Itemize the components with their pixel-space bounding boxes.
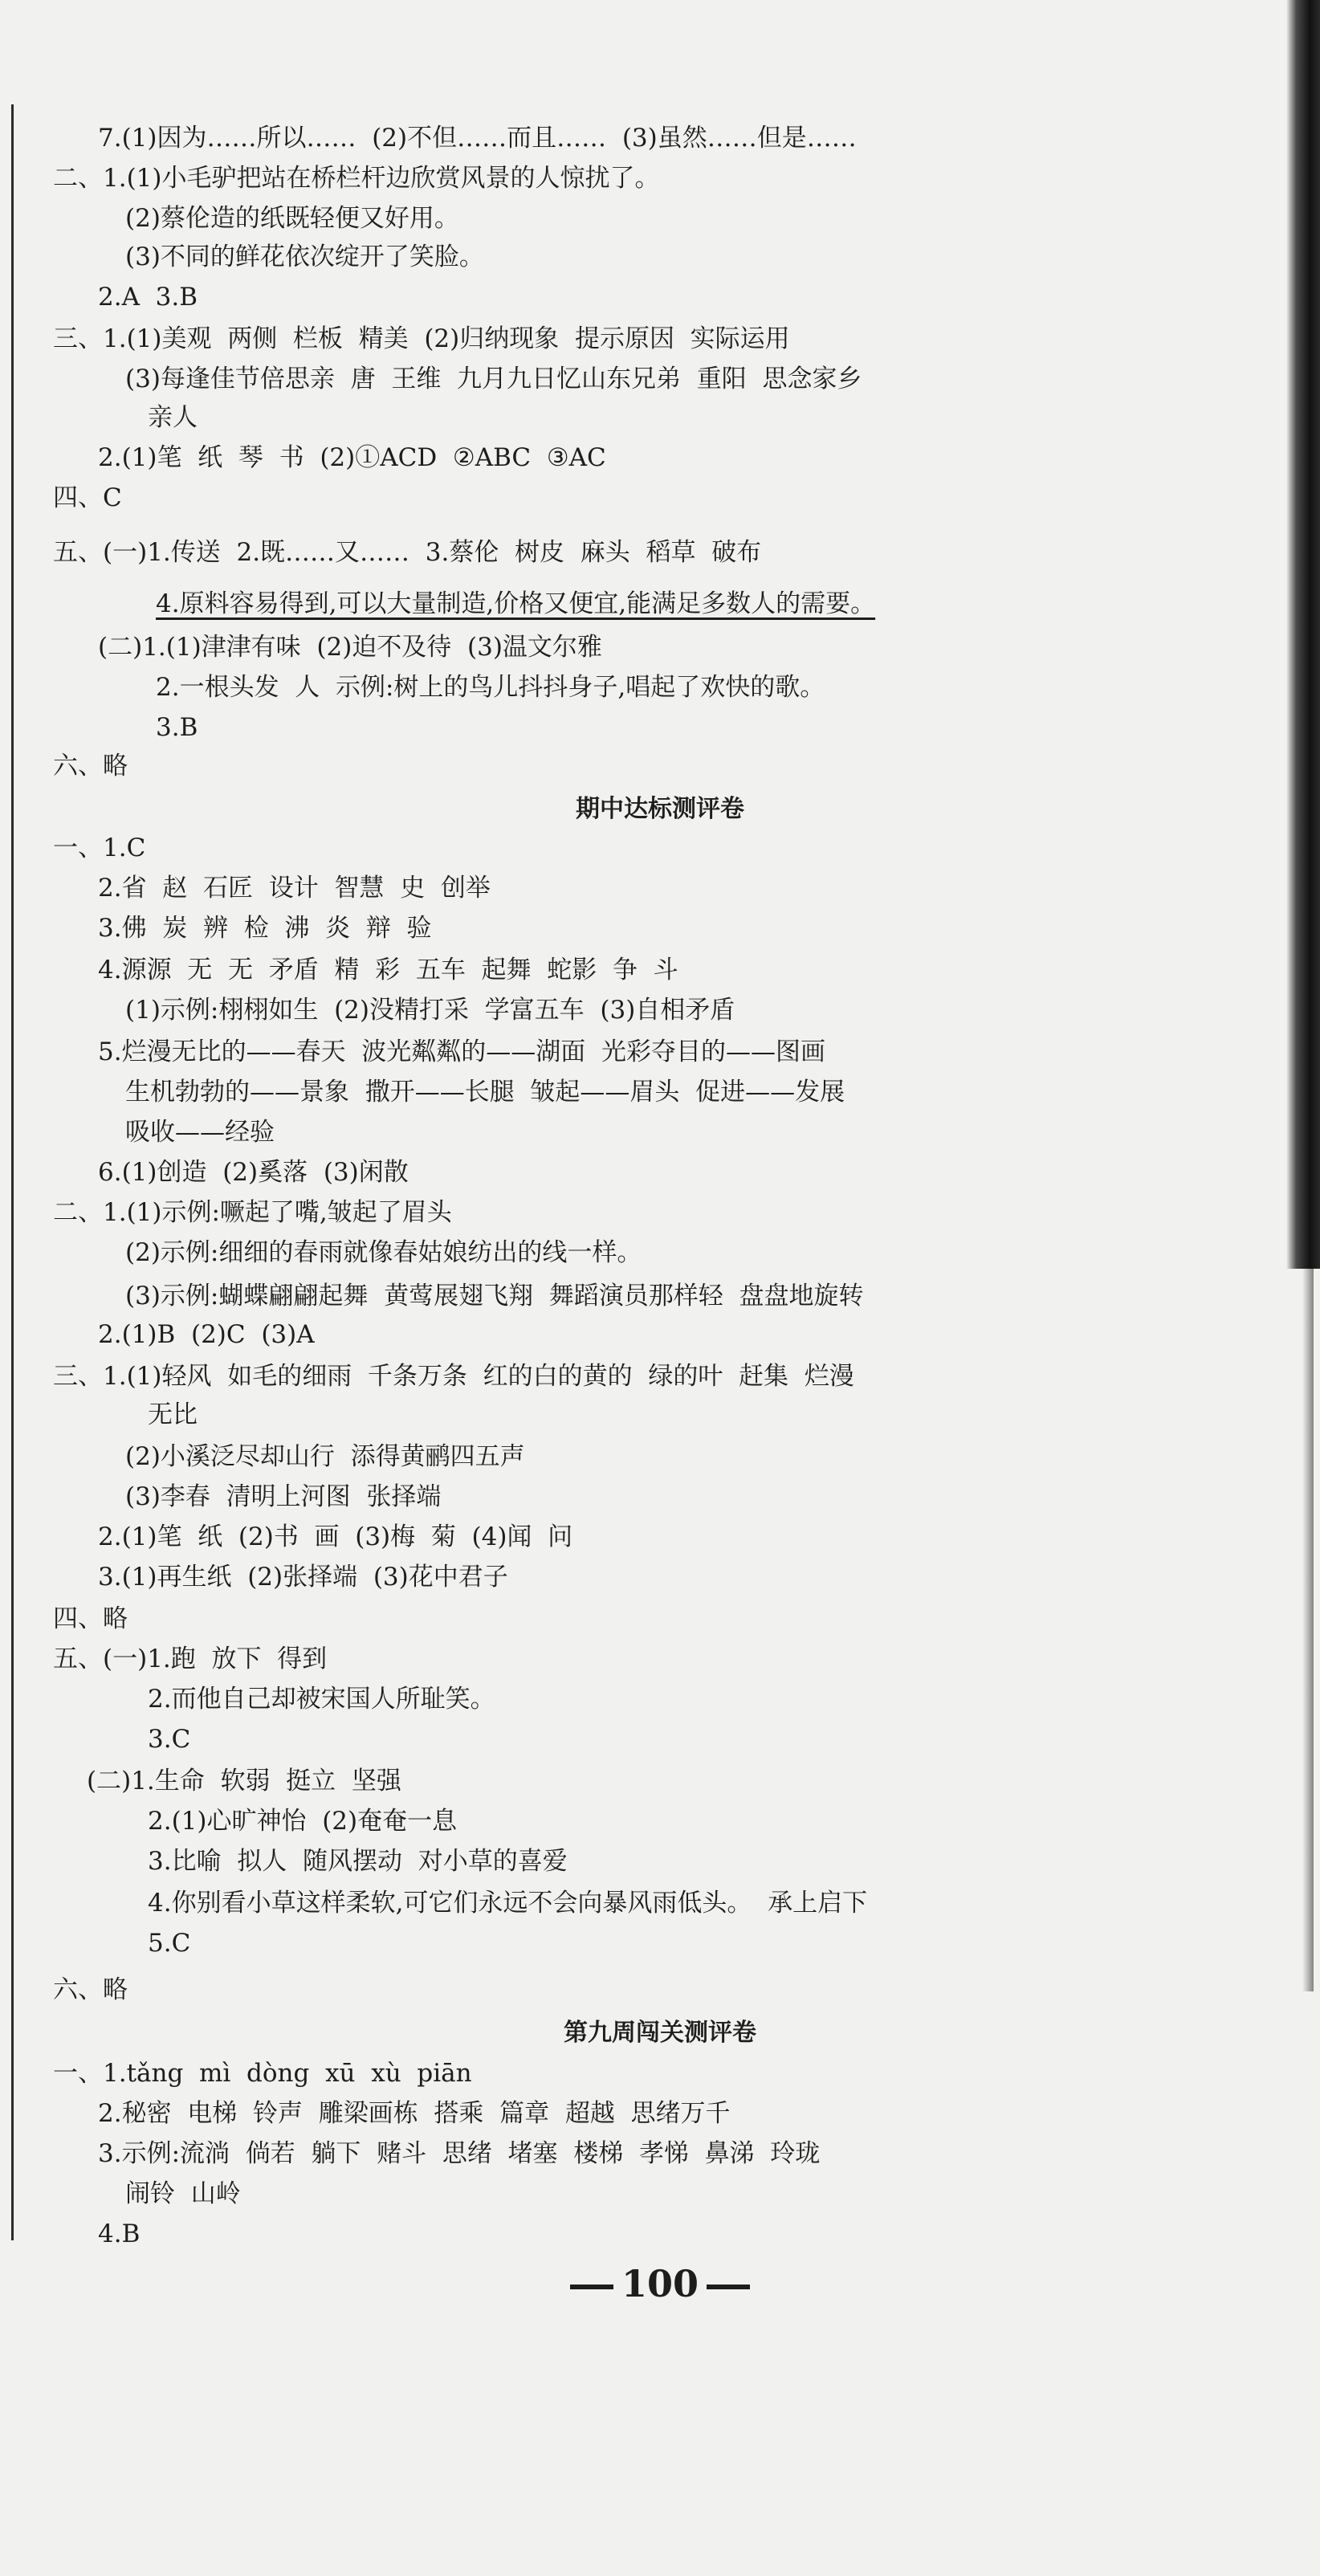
answer-line: 五、(一)1.跑 放下 得到 [53, 1645, 328, 1673]
answer-line: (二)1.(1)津津有味 (2)迫不及待 (3)温文尔雅 [98, 633, 602, 662]
margin-line [11, 104, 14, 2240]
answer-line: 生机勃勃的——景象 撒开——长腿 皱起——眉头 促进——发展 [125, 1078, 845, 1107]
page-number-text: 100 [621, 2262, 699, 2305]
answer-line: 3.(1)再生纸 (2)张择端 (3)花中君子 [98, 1563, 508, 1592]
section-title: 期中达标测评卷 [576, 795, 744, 823]
answer-line: 3.C [148, 1725, 191, 1754]
answer-line: 闹铃 山岭 [125, 2179, 241, 2208]
answer-line: 3.佛 炭 辨 检 沸 炎 辩 验 [98, 914, 432, 943]
answer-line: 2.省 赵 石匠 设计 智慧 史 创举 [98, 874, 491, 903]
answer-line: 2.秘密 电梯 铃声 雕梁画栋 搭乘 篇章 超越 思绪万千 [98, 2099, 731, 2128]
answer-line: (1)示例:栩栩如生 (2)没精打采 学富五车 (3)自相矛盾 [125, 996, 735, 1025]
answer-line: 2.(1)B (2)C (3)A [98, 1320, 315, 1349]
answer-line: 二、1.(1)示例:噘起了嘴,皱起了眉头 [53, 1198, 452, 1227]
answer-line: 无比 [148, 1400, 198, 1429]
answer-line: 二、1.(1)小毛驴把站在桥栏杆边欣赏风景的人惊扰了。 [53, 164, 660, 193]
answer-line: 2.一根头发 人 示例:树上的鸟儿抖抖身子,唱起了欢快的歌。 [156, 673, 825, 702]
answer-line: 四、C [53, 483, 122, 512]
dash-left [570, 2285, 613, 2289]
answer-line: 六、略 [53, 1975, 128, 2004]
answer-line: 四、略 [53, 1604, 128, 1633]
answer-line: 一、1.tǎng mì dòng xū xù piān [53, 2059, 472, 2088]
answer-line-underlined: 4.原料容易得到,可以大量制造,价格又便宜,能满足多数人的需要。 [156, 589, 876, 618]
answer-line: 5.C [148, 1929, 191, 1958]
answer-line: (3)示例:蝴蝶翩翩起舞 黄莺展翅飞翔 舞蹈演员那样轻 盘盘地旋转 [125, 1282, 864, 1310]
answer-line: 三、1.(1)美观 两侧 栏板 精美 (2)归纳现象 提示原因 实际运用 [53, 324, 790, 353]
page-edge-shadow-lower [1302, 1269, 1314, 1991]
answer-line: 一、1.C [53, 834, 146, 862]
answer-line: 5.烂漫无比的——春天 波光粼粼的——湖面 光彩夺目的——图画 [98, 1037, 825, 1066]
answer-line: (3)每逢佳节倍思亲 唐 王维 九月九日忆山东兄弟 重阳 思念家乡 [125, 365, 862, 393]
section-title: 第九周闯关测评卷 [564, 2019, 756, 2047]
answer-line: (2)蔡伦造的纸既轻便又好用。 [125, 204, 459, 233]
answer-line: (二)1.生命 软弱 挺立 坚强 [87, 1767, 401, 1795]
answer-line: 4.B [98, 2219, 141, 2248]
answer-line: (2)示例:细细的春雨就像春姑娘纺出的线一样。 [125, 1238, 642, 1267]
answer-line: 2.(1)笔 纸 (2)书 画 (3)梅 菊 (4)闻 问 [98, 1522, 573, 1551]
answer-line: 3.示例:流淌 倘若 躺下 赌斗 思绪 堵塞 楼梯 孝悌 鼻涕 玲珑 [98, 2139, 821, 2168]
page-number [0, 2260, 1320, 2308]
answer-line: 六、略 [53, 752, 128, 781]
page-edge-shadow [1286, 0, 1320, 1269]
answer-line: 3.B [156, 713, 198, 742]
answer-line: (3)不同的鲜花依次绽开了笑脸。 [125, 243, 484, 271]
answer-line: 7.(1)因为……所以…… (2)不但……而且…… (3)虽然……但是…… [98, 124, 857, 153]
answer-line: 亲人 [148, 403, 198, 432]
answer-line: 4.你别看小草这样柔软,可它们永远不会向暴风雨低头。 承上启下 [148, 1889, 868, 1918]
answer-line: 2.(1)笔 纸 琴 书 (2)①ACD ②ABC ③AC [98, 443, 606, 472]
answer-line: 五、(一)1.传送 2.既……又…… 3.蔡伦 树皮 麻头 稻草 破布 [53, 538, 762, 567]
dash-right [707, 2285, 750, 2289]
answer-line: 4.源源 无 无 矛盾 精 彩 五车 起舞 蛇影 争 斗 [98, 956, 678, 984]
answer-line: 2.A 3.B [98, 283, 198, 312]
answer-line: 3.比喻 拟人 随风摆动 对小草的喜爱 [148, 1847, 568, 1876]
answer-line: 2.而他自己却被宋国人所耻笑。 [148, 1685, 495, 1714]
answer-line: 6.(1)创造 (2)奚落 (3)闲散 [98, 1158, 409, 1187]
answer-line: 2.(1)心旷神怡 (2)奄奄一息 [148, 1807, 458, 1836]
answer-line: 吸收——经验 [125, 1118, 275, 1147]
answer-line: (3)李春 清明上河图 张择端 [125, 1482, 442, 1511]
answer-line: 三、1.(1)轻风 如毛的细雨 千条万条 红的白的黄的 绿的叶 赶集 烂漫 [53, 1362, 854, 1391]
answer-line: (2)小溪泛尽却山行 添得黄鹂四五声 [125, 1442, 525, 1471]
